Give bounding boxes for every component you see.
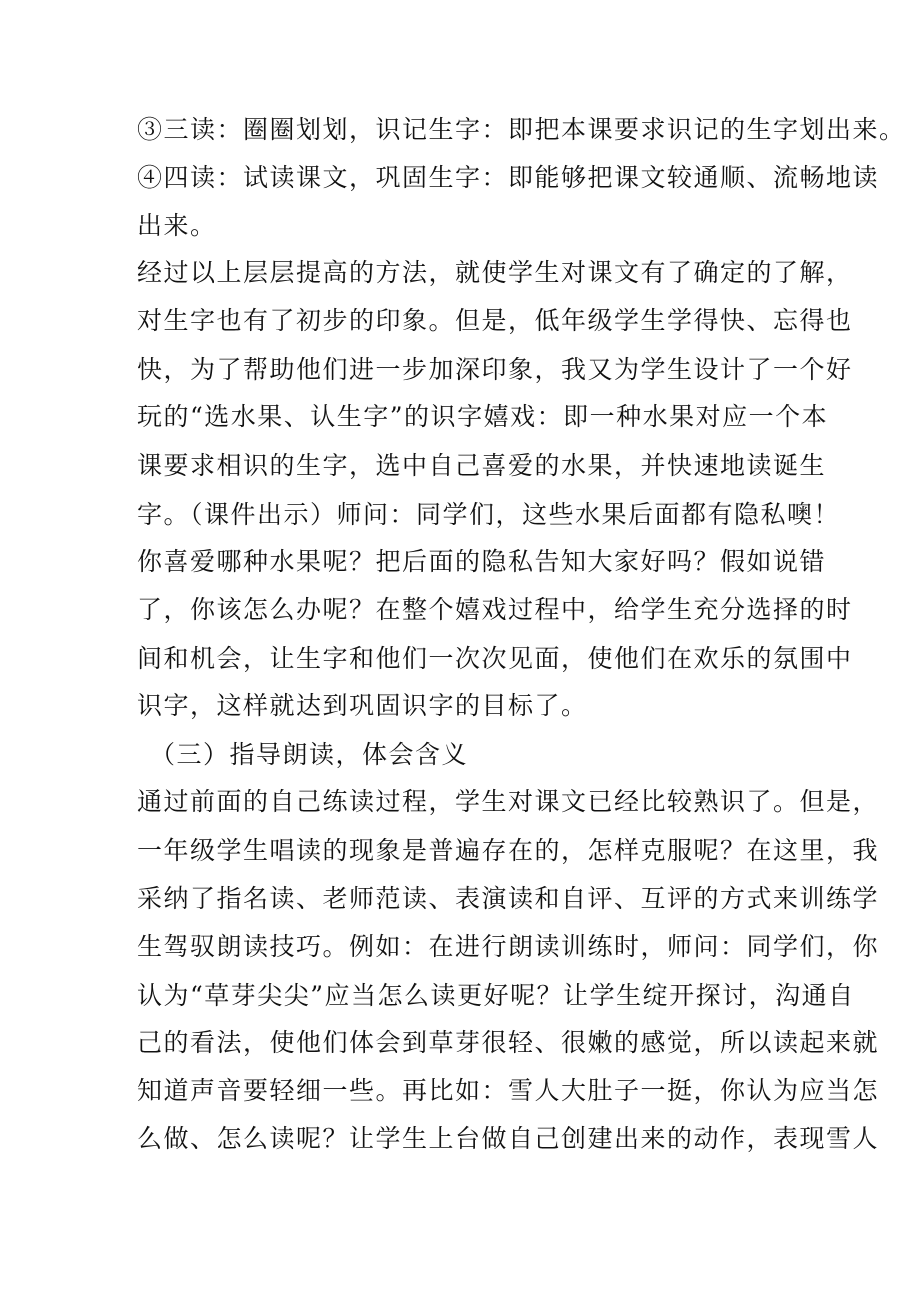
text-line: 通过前面的自己练读过程，学生对课文已经比较熟识了。但是， — [137, 787, 880, 816]
text-line: 玩的“选水果、认生字”的识字嬉戏：即一种水果对应一个本 — [137, 402, 829, 431]
text-line: 你喜爱哪种水果呢？把后面的隐私告知大家好吗？假如说错 — [137, 547, 827, 576]
text-line: 了，你该怎么办呢？在整个嬉戏过程中，给学生充分选择的时 — [137, 595, 853, 624]
text-line: 认为“草芽尖尖”应当怎么读更好呢？让学生绽开探讨，沟通自 — [137, 981, 855, 1010]
text-line: 识字，这样就达到巩固识字的目标了。 — [137, 691, 588, 720]
text-line: 字。（课件出示）师问：同学们，这些水果后面都有隐私噢！ — [137, 500, 841, 529]
text-line: 出来。 — [137, 211, 217, 240]
text-line: ③三读：圈圈划划，识记生字：即把本课要求识记的生字划出来。 — [137, 115, 906, 144]
section-heading: （三）指导朗读，体会含义 — [150, 740, 469, 769]
text-line: 间和机会，让生字和他们一次次见面，使他们在欢乐的氛围中 — [137, 644, 853, 673]
text-line: 课要求相识的生字，选中自己喜爱的水果，并快速地读诞生 — [137, 451, 827, 480]
text-line: 生驾驭朗读技巧。例如：在进行朗读训练时，师问：同学们，你 — [137, 932, 880, 961]
text-line: 己的看法，使他们体会到草芽很轻、很嫩的感觉，所以读起来就 — [137, 1028, 880, 1057]
text-line: 对生字也有了初步的印象。但是，低年级学生学得快、忘得也 — [137, 306, 853, 335]
text-line: 一年级学生唱读的现象是普遍存在的，怎样克服呢？在这里，我 — [137, 836, 880, 865]
text-line: 快，为了帮助他们进一步加深印象，我又为学生设计了一个好 — [137, 355, 853, 384]
text-line: 么做、怎么读呢？让学生上台做自己创建出来的动作，表现雪人 — [137, 1124, 880, 1153]
text-line: 采纳了指名读、老师范读、表演读和自评、互评的方式来训练学 — [137, 884, 880, 913]
text-line: ④四读：试读课文，巩固生字：即能够把课文较通顺、流畅地读 — [137, 163, 880, 192]
text-line: 知道声音要轻细一些。再比如：雪人大肚子一挺，你认为应当怎 — [137, 1076, 880, 1105]
text-line: 经过以上层层提高的方法，就使学生对课文有了确定的了解， — [137, 258, 853, 287]
